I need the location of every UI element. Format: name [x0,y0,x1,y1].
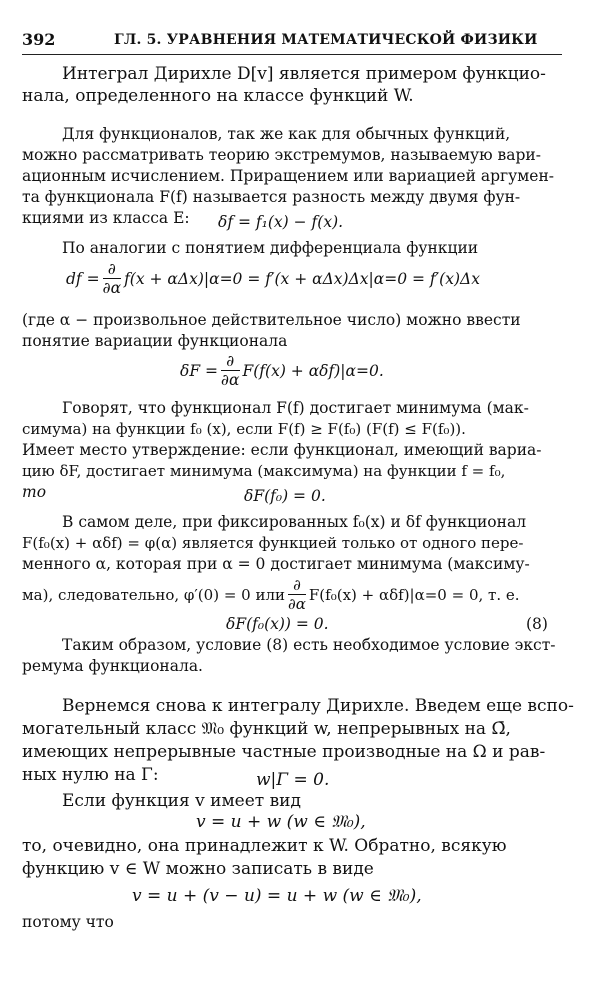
text-line: В самом деле, при фиксированных f₀(x) и δf функционал [62,513,527,531]
text-line: нала, определенного на классе функций W. [22,86,414,106]
text-line: можно рассматривать теорию экстремумов, называемую вари- [22,146,541,164]
running-title: ГЛ. 5. УРАВНЕНИЯ МАТЕМАТИЧЕСКОЙ ФИЗИКИ [114,32,538,48]
equation-necessary-condition: δF(f₀) = 0. [244,487,326,505]
text-line: Вернемся снова к интегралу Дирихле. Введем еще вспо- [62,696,574,716]
page-header [22,30,562,55]
text-line: то, очевидно, она принадлежит к W. Обратно, всякую [22,836,507,856]
eq-left: δF = [180,361,219,380]
equation-boundary: w|Γ = 0. [256,770,330,790]
fraction-denominator: ∂α [288,595,306,613]
equation-8: δF(f₀(x)) = 0. [226,615,329,633]
partial-derivative-fraction [288,576,306,613]
text-line: цию δF, достигает минимума (максимума) на функции f = f₀, [22,462,506,480]
equation-variation: δf = f₁(x) − f(x). [218,213,344,231]
fraction-numerator: ∂ [103,260,121,279]
equation-decomposition: v = u + w (w ∈ 𝔐₀), [196,812,366,832]
equation-representation: v = u + (v − u) = u + w (w ∈ 𝔐₀), [132,886,422,906]
page-number: 392 [22,30,56,49]
text-line: (где α − произвольное действительное число) можно ввести [22,311,521,329]
text-line: кциями из класса E: [22,209,190,227]
equation-differential [66,260,480,297]
text-line: могательный класс 𝔐₀ функций w, непрерывных на Ω̄, [22,719,511,739]
eq-right: f(x + αΔx)|α=0 = f′(x + αΔx)Δx|α=0 = f′(x)Δx [124,269,480,288]
partial-derivative-fraction [103,260,121,297]
text-line: Говорят, что функционал F(f) достигает минимума (мак- [62,399,529,417]
text-line: ремума функционала. [22,657,203,675]
text-line: симума) на функции f₀ (x), если F(f) ≥ F(f₀) (F(f) ≤ F(f₀)). [22,420,466,438]
text-line: Имеет место утверждение: если функционал, имеющий вариа- [22,441,542,459]
text-line-with-derivative [22,576,520,613]
eq-left: df = [66,269,100,288]
text-line: F(f₀(x) + αδf) = φ(α) является функцией только от одного пере- [22,534,524,552]
text-line: По аналогии с понятием дифференциала функции [62,239,479,257]
text-line: Для функционалов, так же как для обычных функций, [62,125,511,143]
text-line: Интеграл Дирихле D[v] является примером функцио- [62,64,546,84]
eq-right: F(f(x) + αδf)|α=0. [242,361,384,380]
text-line: Если функция v имеет вид [62,791,301,811]
text-line: потому что [22,913,114,931]
line-left: ма), следовательно, φ′(0) = 0 или [22,585,285,604]
text-line: Таким образом, условие (8) есть необходимое условие экст- [62,636,556,654]
text-line: функцию v ∈ W можно записать в виде [22,859,374,879]
fraction-numerator: ∂ [288,576,306,595]
text-line: то [22,483,47,501]
fraction-numerator: ∂ [221,352,239,371]
text-line: менного α, которая при α = 0 достигает минимума (максиму- [22,555,530,573]
line-right: F(f₀(x) + αδf)|α=0 = 0, т. е. [308,585,520,604]
equation-number: (8) [526,615,548,633]
partial-derivative-fraction [221,352,239,389]
text-line: та функционала F(f) называется разность между двумя фун- [22,188,521,206]
fraction-denominator: ∂α [102,279,122,297]
equation-functional-variation [180,352,384,389]
text-line: имеющих непрерывные частные производные на Ω и рав- [22,742,546,762]
fraction-denominator: ∂α [221,371,240,389]
text-line: ных нулю на Γ: [22,765,159,785]
text-line: ационным исчислением. Приращением или вариацией аргумен- [22,167,555,185]
text-line: понятие вариации функционала [22,332,288,350]
